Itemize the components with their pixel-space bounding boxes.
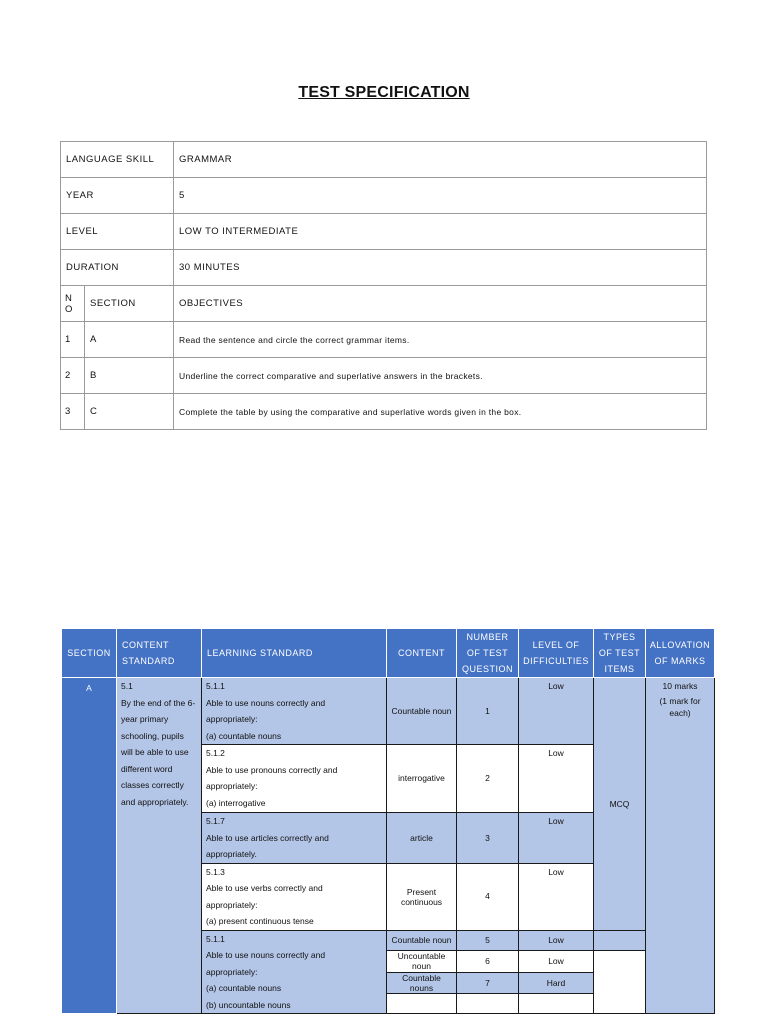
label-cell: LEVEL xyxy=(61,214,174,250)
section-cell: C xyxy=(85,394,174,430)
number-cell: 1 xyxy=(457,678,519,745)
section-cell: A xyxy=(85,322,174,358)
number-cell: 6 xyxy=(457,950,519,973)
content-cell: Countable nouns xyxy=(387,973,457,994)
no-cell: 1 xyxy=(61,322,85,358)
section-cell: A xyxy=(62,678,117,1014)
ls-code: 5.1.2 xyxy=(206,748,225,758)
label-cell: DURATION xyxy=(61,250,174,286)
difficulty-cell: Low xyxy=(519,930,594,950)
no-header: N O xyxy=(61,286,85,322)
section-cell: B xyxy=(85,358,174,394)
value-cell: 30 MINUTES xyxy=(174,250,707,286)
learning-standard-cell xyxy=(202,678,387,745)
number-cell: 5 xyxy=(457,930,519,950)
difficulty-cell: Low xyxy=(519,745,594,813)
item-type-cell: MCQ xyxy=(594,678,646,931)
learning-standard-cell xyxy=(202,745,387,813)
no-cell: 2 xyxy=(61,358,85,394)
content-standard-text: By the end of the 6-year primary schooling, pupils will be able to use different word classes correctly and appropriately. xyxy=(121,697,196,807)
learning-standard-cell xyxy=(202,930,387,1014)
content-cell: Countable noun xyxy=(387,678,457,745)
marks-each: (1 mark for each) xyxy=(659,695,701,718)
ls-line: (a) present continuous tense xyxy=(206,916,314,926)
content-standard-code: 5.1 xyxy=(121,681,133,691)
value-cell: LOW TO INTERMEDIATE xyxy=(174,214,707,250)
table-row xyxy=(62,678,715,745)
content-cell: article xyxy=(387,813,457,864)
ls-line: appropriately: xyxy=(206,966,258,977)
objectives-header: OBJECTIVES xyxy=(174,286,707,322)
page-title: TEST SPECIFICATION xyxy=(298,84,470,101)
ls-line: (b) uncountable nouns xyxy=(206,999,291,1010)
ls-line: appropriately: xyxy=(206,899,258,910)
table-row xyxy=(61,142,707,178)
marks-header: ALLOVATION OF MARKS xyxy=(646,629,715,678)
content-cell: Uncountable noun xyxy=(387,950,457,973)
objective-cell: Complete the table by using the comparative and superlative words given in the box. xyxy=(174,394,707,430)
ls-code: 5.1.3 xyxy=(206,866,225,877)
table-row xyxy=(61,394,707,430)
content-standard-header: CONTENT STANDARD xyxy=(117,629,202,678)
content-header: CONTENT xyxy=(387,629,457,678)
ls-line: appropriately. xyxy=(206,849,257,859)
label-cell: LANGUAGE SKILL xyxy=(61,142,174,178)
difficulty-cell: Low xyxy=(519,863,594,930)
objective-cell: Underline the correct comparative and superlative answers in the brackets. xyxy=(174,358,707,394)
ls-line: Able to use pronouns correctly and xyxy=(206,764,338,775)
table-row xyxy=(61,214,707,250)
ls-code: 5.1.7 xyxy=(206,816,225,826)
specification-detail-table xyxy=(61,628,715,1014)
content-cell: Countable noun xyxy=(387,930,457,950)
ls-line: (a) countable nouns xyxy=(206,730,282,741)
content-cell xyxy=(387,994,457,1014)
ls-line: appropriately: xyxy=(206,714,258,724)
table-row xyxy=(61,322,707,358)
table-header-row xyxy=(62,629,715,678)
item-type-cell xyxy=(594,950,646,1014)
section-header: SECTION xyxy=(62,629,117,678)
ls-code: 5.1.1 xyxy=(206,681,225,691)
no-cell: 3 xyxy=(61,394,85,430)
content-standard-cell xyxy=(117,678,202,1014)
difficulty-header: LEVEL OF DIFFICULTIES xyxy=(519,629,594,678)
number-cell: 3 xyxy=(457,813,519,864)
ls-line: (a) countable nouns xyxy=(206,983,282,993)
number-cell: 4 xyxy=(457,863,519,930)
table-row xyxy=(61,250,707,286)
content-cell: interrogative xyxy=(387,745,457,813)
learning-standard-header: LEARNING STANDARD xyxy=(202,629,387,678)
ls-line: Able to use nouns correctly and xyxy=(206,950,326,960)
ls-line: Able to use nouns correctly and xyxy=(206,697,326,708)
ls-line: appropriately: xyxy=(206,781,258,791)
table-header-row xyxy=(61,286,707,322)
learning-standard-cell xyxy=(202,863,387,930)
learning-standard-cell xyxy=(202,813,387,864)
ls-line: (a) interrogative xyxy=(206,797,266,808)
item-type-cell xyxy=(594,930,646,950)
ls-code: 5.1.1 xyxy=(206,933,225,944)
number-header: NUMBER OF TEST QUESTION xyxy=(457,629,519,678)
item-type-header: TYPES OF TEST ITEMS xyxy=(594,629,646,678)
number-cell xyxy=(457,994,519,1014)
section-header: SECTION xyxy=(85,286,174,322)
difficulty-cell: Low xyxy=(519,813,594,864)
table-row xyxy=(61,178,707,214)
value-cell: 5 xyxy=(174,178,707,214)
value-cell: GRAMMAR xyxy=(174,142,707,178)
number-cell: 2 xyxy=(457,745,519,813)
marks-total: 10 marks xyxy=(662,681,698,691)
difficulty-cell: Low xyxy=(519,950,594,973)
content-cell: Present continuous xyxy=(387,863,457,930)
test-info-table xyxy=(60,141,707,430)
number-cell: 7 xyxy=(457,973,519,994)
difficulty-cell: Low xyxy=(519,678,594,745)
difficulty-cell: Hard xyxy=(519,973,594,994)
difficulty-cell xyxy=(519,994,594,1014)
objective-cell: Read the sentence and circle the correct grammar items. xyxy=(174,322,707,358)
label-cell: YEAR xyxy=(61,178,174,214)
ls-line: Able to use articles correctly and xyxy=(206,832,329,843)
marks-cell xyxy=(646,678,715,1014)
table-row xyxy=(61,358,707,394)
ls-line: Able to use verbs correctly and xyxy=(206,883,323,893)
